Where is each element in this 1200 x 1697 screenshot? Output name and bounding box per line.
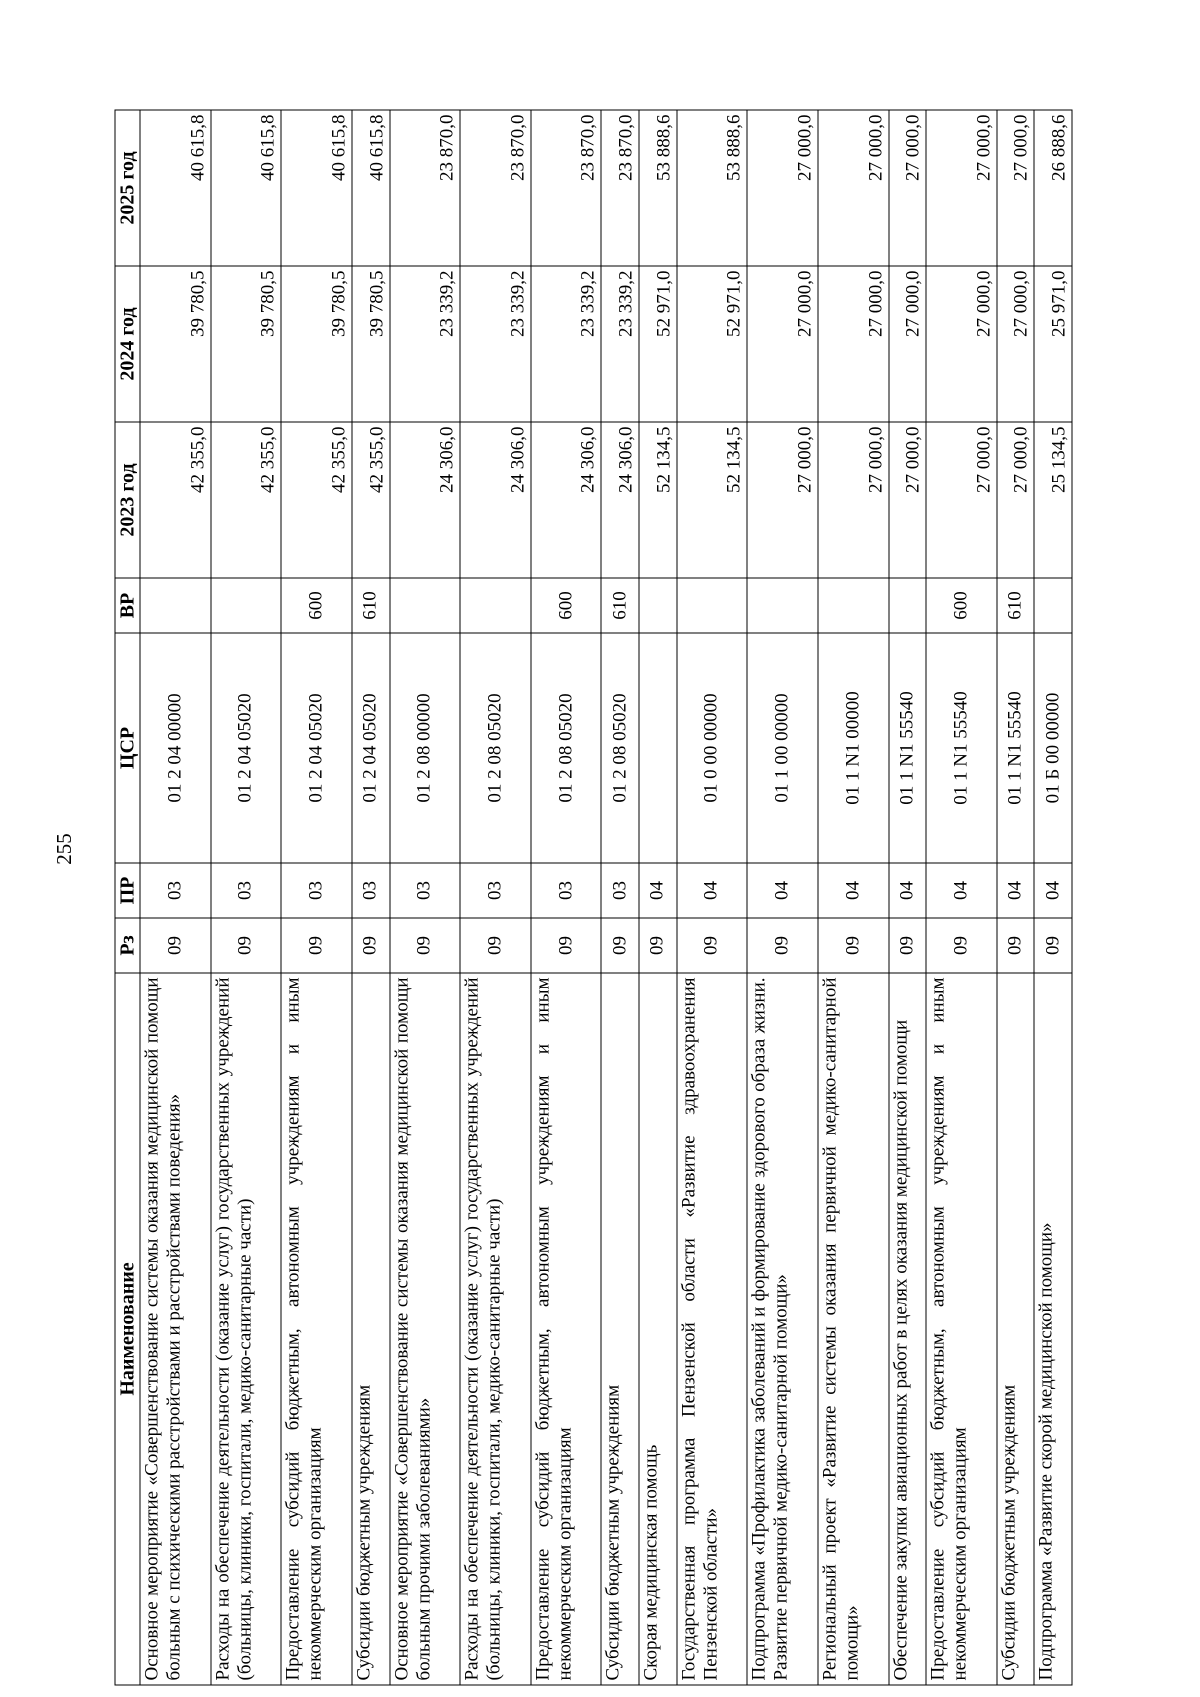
row-vr-cell xyxy=(639,578,677,633)
row-name-cell: Предоставление субсидий бюджетным, автономным учреждениям и иным некоммерческим организациям xyxy=(926,973,997,1685)
row-csr-cell xyxy=(639,633,677,863)
table-row xyxy=(530,110,601,1685)
table-row xyxy=(389,110,460,1685)
row-2025-cell: 27 000,0 xyxy=(817,110,888,266)
row-pr-cell: 03 xyxy=(210,863,281,918)
table-row xyxy=(210,110,281,1685)
header-csr: ЦСР xyxy=(115,633,140,863)
row-2025-cell: 23 870,0 xyxy=(460,110,531,266)
row-rz-cell: 09 xyxy=(747,918,818,973)
row-vr-cell: 610 xyxy=(351,578,389,633)
row-2023-cell: 27 000,0 xyxy=(747,422,818,578)
row-name-cell: Основное мероприятие «Совершенствование системы оказания медицинской помощи больным с психическими расстройствами и расстройствами поведения» xyxy=(140,973,211,1685)
row-2023-cell: 27 000,0 xyxy=(817,422,888,578)
table-header-row xyxy=(115,110,140,1685)
row-name-cell: Основное мероприятие «Совершенствование системы оказания медицинской помощи больным прочими заболеваниями» xyxy=(389,973,460,1685)
row-2025-cell: 40 615,8 xyxy=(140,110,211,266)
row-2025-cell: 27 000,0 xyxy=(996,110,1034,266)
row-pr-cell: 03 xyxy=(140,863,211,918)
row-2024-cell: 27 000,0 xyxy=(996,266,1034,422)
row-vr-cell: 610 xyxy=(601,578,639,633)
row-csr-cell: 01 2 08 05020 xyxy=(601,633,639,863)
row-csr-cell: 01 2 04 05020 xyxy=(351,633,389,863)
row-2023-cell: 24 306,0 xyxy=(530,422,601,578)
table-row xyxy=(460,110,531,1685)
row-vr-cell: 600 xyxy=(530,578,601,633)
row-pr-cell: 04 xyxy=(639,863,677,918)
row-name-cell: Субсидии бюджетным учреждениям xyxy=(996,973,1034,1685)
row-name-cell: Предоставление субсидий бюджетным, автономным учреждениям и иным некоммерческим организациям xyxy=(281,973,352,1685)
page-number: 255 xyxy=(52,833,76,865)
row-vr-cell xyxy=(460,578,531,633)
row-2024-cell: 39 780,5 xyxy=(351,266,389,422)
row-name-cell: Субсидии бюджетным учреждениям xyxy=(351,973,389,1685)
row-vr-cell xyxy=(817,578,888,633)
row-2025-cell: 53 888,6 xyxy=(676,110,747,266)
row-csr-cell: 01 1 N1 55540 xyxy=(888,633,926,863)
row-vr-cell: 600 xyxy=(281,578,352,633)
header-vr: ВР xyxy=(115,578,140,633)
row-2025-cell: 27 000,0 xyxy=(747,110,818,266)
row-csr-cell: 01 2 08 00000 xyxy=(389,633,460,863)
row-pr-cell: 03 xyxy=(389,863,460,918)
row-vr-cell xyxy=(747,578,818,633)
row-2025-cell: 27 000,0 xyxy=(888,110,926,266)
row-vr-cell xyxy=(676,578,747,633)
row-name-cell: Подпрограмма «Развитие скорой медицинской помощи» xyxy=(1034,973,1072,1685)
row-csr-cell: 01 1 N1 00000 xyxy=(817,633,888,863)
row-vr-cell xyxy=(1034,578,1072,633)
row-2023-cell: 24 306,0 xyxy=(601,422,639,578)
row-2025-cell: 53 888,6 xyxy=(639,110,677,266)
row-name-cell: Расходы на обеспечение деятельности (оказание услуг) государственных учреждений (больницы, клиники, госпитали, медико-санитарные части) xyxy=(210,973,281,1685)
row-rz-cell: 09 xyxy=(817,918,888,973)
table-row xyxy=(140,110,211,1685)
row-name-cell: Государственная программа Пензенской области «Развитие здравоохранения Пензенской области» xyxy=(676,973,747,1685)
row-vr-cell xyxy=(210,578,281,633)
row-2025-cell: 23 870,0 xyxy=(530,110,601,266)
row-csr-cell: 01 1 00 00000 xyxy=(747,633,818,863)
row-rz-cell: 09 xyxy=(281,918,352,973)
header-name: Наименование xyxy=(115,973,140,1685)
row-name-cell: Скорая медицинская помощь xyxy=(639,973,677,1685)
row-rz-cell: 09 xyxy=(996,918,1034,973)
header-rz: Рз xyxy=(115,918,140,973)
table-row xyxy=(888,110,926,1685)
row-name-cell: Обеспечение закупки авиационных работ в целях оказания медицинской помощи xyxy=(888,973,926,1685)
row-pr-cell: 04 xyxy=(996,863,1034,918)
row-2023-cell: 42 355,0 xyxy=(210,422,281,578)
row-csr-cell: 01 0 00 00000 xyxy=(676,633,747,863)
row-2023-cell: 24 306,0 xyxy=(389,422,460,578)
row-pr-cell: 04 xyxy=(1034,863,1072,918)
row-2024-cell: 39 780,5 xyxy=(210,266,281,422)
row-rz-cell: 09 xyxy=(601,918,639,973)
table-row xyxy=(817,110,888,1685)
table-row xyxy=(747,110,818,1685)
row-2024-cell: 27 000,0 xyxy=(817,266,888,422)
row-rz-cell: 09 xyxy=(639,918,677,973)
row-rz-cell: 09 xyxy=(389,918,460,973)
row-vr-cell xyxy=(140,578,211,633)
row-2024-cell: 27 000,0 xyxy=(747,266,818,422)
row-csr-cell: 01 1 N1 55540 xyxy=(926,633,997,863)
row-2023-cell: 42 355,0 xyxy=(281,422,352,578)
table-row xyxy=(639,110,677,1685)
row-csr-cell: 01 2 08 05020 xyxy=(530,633,601,863)
row-rz-cell: 09 xyxy=(676,918,747,973)
table-row xyxy=(996,110,1034,1685)
row-2023-cell: 52 134,5 xyxy=(676,422,747,578)
row-2024-cell: 23 339,2 xyxy=(389,266,460,422)
table-row xyxy=(926,110,997,1685)
row-pr-cell: 03 xyxy=(601,863,639,918)
row-csr-cell: 01 2 04 00000 xyxy=(140,633,211,863)
row-2025-cell: 26 888,6 xyxy=(1034,110,1072,266)
table-row xyxy=(601,110,639,1685)
row-2024-cell: 52 971,0 xyxy=(639,266,677,422)
table-row xyxy=(1034,110,1072,1685)
row-pr-cell: 04 xyxy=(747,863,818,918)
budget-table-container xyxy=(114,111,1072,1686)
row-2025-cell: 23 870,0 xyxy=(601,110,639,266)
row-vr-cell xyxy=(888,578,926,633)
row-2024-cell: 39 780,5 xyxy=(281,266,352,422)
row-vr-cell: 610 xyxy=(996,578,1034,633)
row-pr-cell: 04 xyxy=(888,863,926,918)
row-vr-cell: 600 xyxy=(926,578,997,633)
row-2024-cell: 27 000,0 xyxy=(926,266,997,422)
row-2025-cell: 23 870,0 xyxy=(389,110,460,266)
row-name-cell: Субсидии бюджетным учреждениям xyxy=(601,973,639,1685)
row-2024-cell: 23 339,2 xyxy=(601,266,639,422)
row-2024-cell: 23 339,2 xyxy=(460,266,531,422)
row-rz-cell: 09 xyxy=(210,918,281,973)
row-2025-cell: 40 615,8 xyxy=(281,110,352,266)
budget-table xyxy=(114,110,1072,1686)
row-rz-cell: 09 xyxy=(530,918,601,973)
row-2023-cell: 27 000,0 xyxy=(926,422,997,578)
row-2025-cell: 40 615,8 xyxy=(210,110,281,266)
row-2025-cell: 40 615,8 xyxy=(351,110,389,266)
header-pr: ПР xyxy=(115,863,140,918)
row-name-cell: Подпрограмма «Профилактика заболеваний и формирование здорового образа жизни. Развитие первичной медико-санитарной помощи» xyxy=(747,973,818,1685)
row-2024-cell: 27 000,0 xyxy=(888,266,926,422)
row-2023-cell: 27 000,0 xyxy=(996,422,1034,578)
row-2023-cell: 27 000,0 xyxy=(888,422,926,578)
row-2023-cell: 24 306,0 xyxy=(460,422,531,578)
row-rz-cell: 09 xyxy=(460,918,531,973)
row-2024-cell: 23 339,2 xyxy=(530,266,601,422)
row-pr-cell: 03 xyxy=(281,863,352,918)
row-2024-cell: 25 971,0 xyxy=(1034,266,1072,422)
header-2025: 2025 год xyxy=(115,110,140,266)
row-pr-cell: 03 xyxy=(460,863,531,918)
row-2023-cell: 42 355,0 xyxy=(140,422,211,578)
table-row xyxy=(676,110,747,1685)
row-rz-cell: 09 xyxy=(140,918,211,973)
row-name-cell: Расходы на обеспечение деятельности (оказание услуг) государственных учреждений (больницы, клиники, госпитали, медико-санитарные части) xyxy=(460,973,531,1685)
row-csr-cell: 01 2 08 05020 xyxy=(460,633,531,863)
row-2025-cell: 27 000,0 xyxy=(926,110,997,266)
row-pr-cell: 04 xyxy=(817,863,888,918)
row-vr-cell xyxy=(389,578,460,633)
row-2023-cell: 42 355,0 xyxy=(351,422,389,578)
row-pr-cell: 04 xyxy=(676,863,747,918)
header-2023: 2023 год xyxy=(115,422,140,578)
header-2024: 2024 год xyxy=(115,266,140,422)
row-rz-cell: 09 xyxy=(351,918,389,973)
table-row xyxy=(281,110,352,1685)
row-2024-cell: 52 971,0 xyxy=(676,266,747,422)
row-csr-cell: 01 2 04 05020 xyxy=(210,633,281,863)
row-name-cell: Региональный проект «Развитие системы оказания первичной медико-санитарной помощи» xyxy=(817,973,888,1685)
row-pr-cell: 03 xyxy=(351,863,389,918)
row-2023-cell: 52 134,5 xyxy=(639,422,677,578)
table-row xyxy=(351,110,389,1685)
row-pr-cell: 03 xyxy=(530,863,601,918)
row-pr-cell: 04 xyxy=(926,863,997,918)
row-csr-cell: 01 2 04 05020 xyxy=(281,633,352,863)
row-2024-cell: 39 780,5 xyxy=(140,266,211,422)
row-2023-cell: 25 134,5 xyxy=(1034,422,1072,578)
row-csr-cell: 01 1 N1 55540 xyxy=(996,633,1034,863)
row-rz-cell: 09 xyxy=(926,918,997,973)
row-name-cell: Предоставление субсидий бюджетным, автономным учреждениям и иным некоммерческим организациям xyxy=(530,973,601,1685)
row-csr-cell: 01 Б 00 00000 xyxy=(1034,633,1072,863)
row-rz-cell: 09 xyxy=(1034,918,1072,973)
row-rz-cell: 09 xyxy=(888,918,926,973)
